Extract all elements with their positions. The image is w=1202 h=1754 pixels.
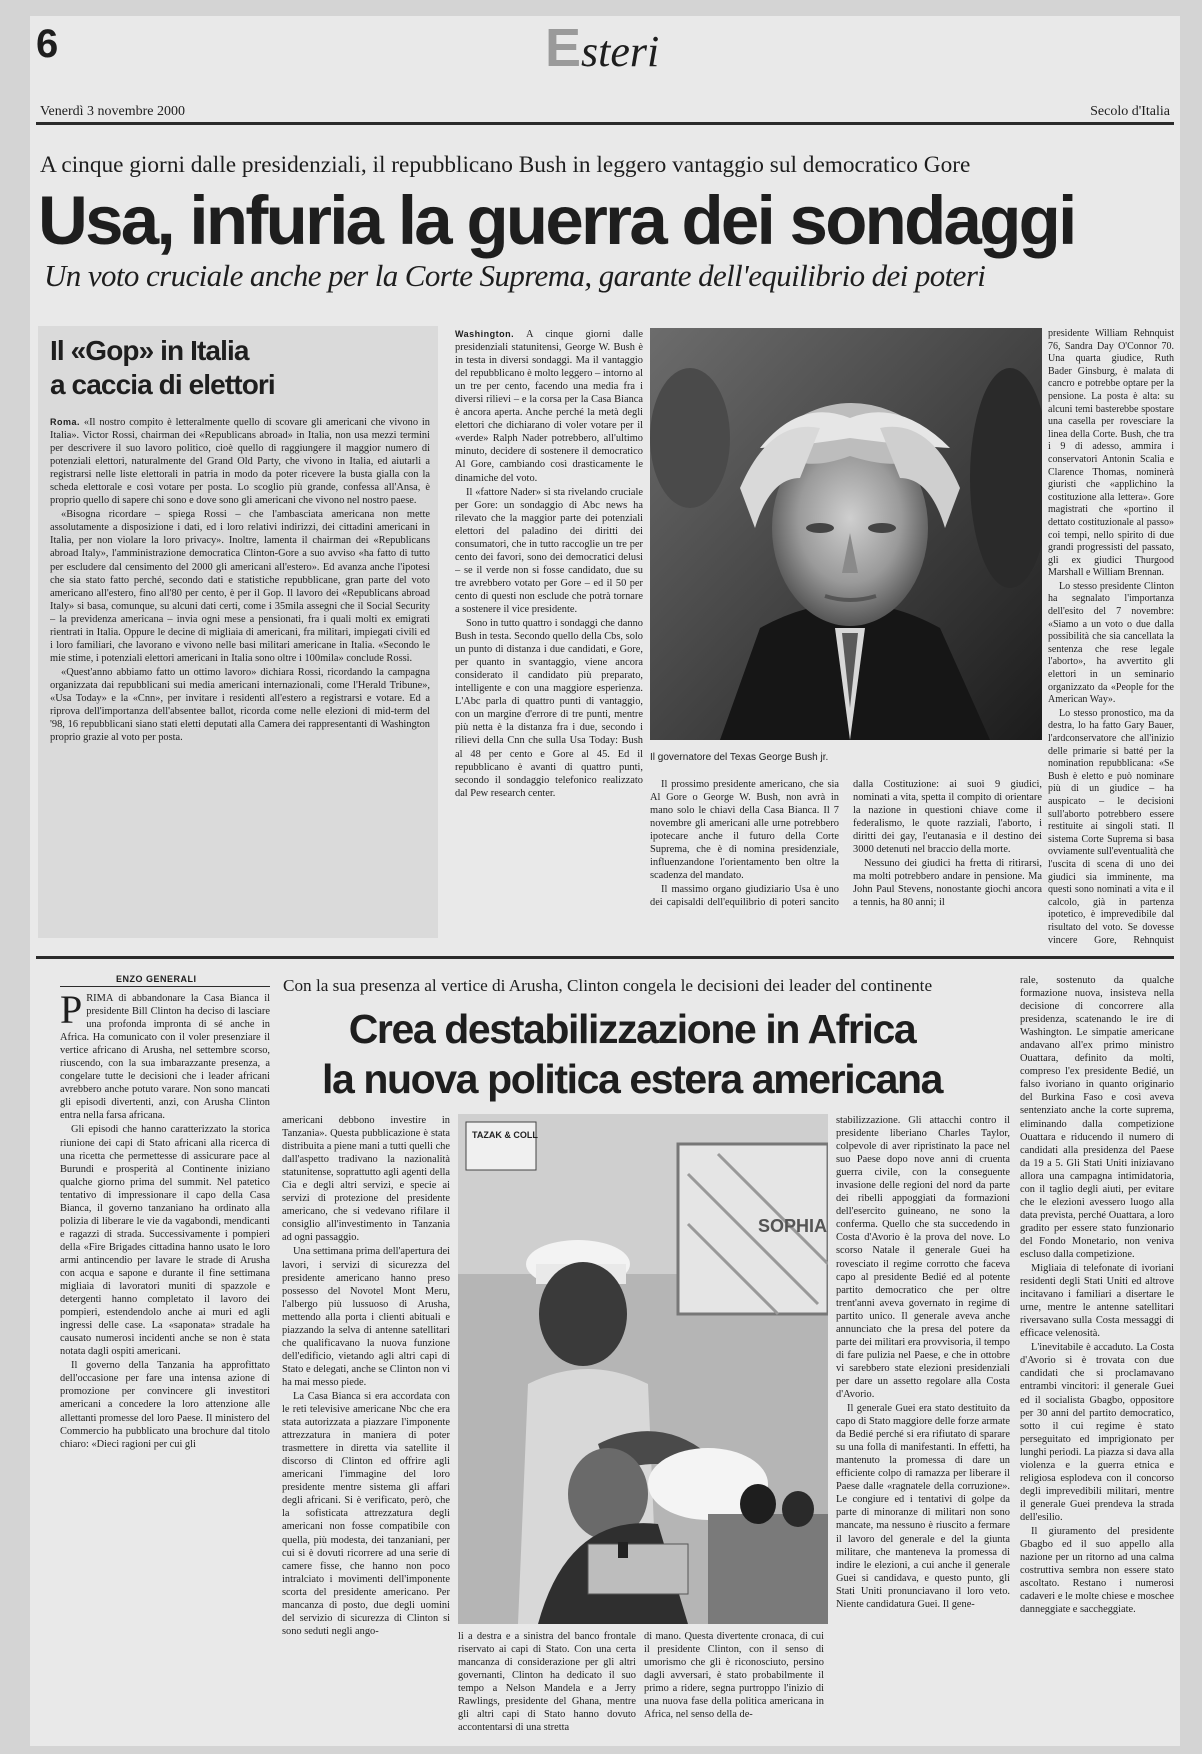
paper-name: Secolo d'Italia: [1090, 104, 1170, 119]
africa-column-1: [60, 992, 270, 1742]
africa-col4-p2: Il generale Guei era stato destituito da capo di Stato maggiore delle forze armate da Bedié perché si era rifiutato di sparare su una folla di manifestanti. In effetti, ha mantenuto la promessa di dare un efficiente colpo di ramazza per liberare il Paese dalle «ragnatele della corruzione». Le congiure ed i tentativi di golpe da parte di minoranze di militari non sono mancate, ma nessuno è riuscito a fermare il lavoro del generale e del la giunta militare, che manteneva la promessa di indire le elezioni, a cui anche il generale Guei si candidava, e questo punto, gli Stati Uniti pronunciavano il loro veto. Niente candidatura Guei. Il gene-: [836, 1403, 1010, 1610]
bush-photo-image: [650, 328, 1042, 740]
africa-col2-p3: La Casa Bianca si era accordata con le reti televisive americane Nbc che era stata autorizzata a piazzare l'imponente attrezzatura in maniera di poter trasmettere in diretta via satellite il discorso di Clinton ed offrire agli americani l'immagine del loro presidente mentre sistema gli affari degli africani. Si è verificato, però, che la sofisticata attrezzatura degli americani non fosse compatibile con quella, più modesta, dei tanzaniani, per cui si è dovuti ricorrere ad una serie di camere fisse, che hanno non poco intralciato i movimenti dell'imponente scorta del presidente americano. Per mancanza di posto, due degli uomini del servizio di sicurezza di Clinton si sono seduti negli ango-: [282, 1390, 450, 1637]
sidebar-p1: «Il nostro compito è letteralmente quello di scovare gli americani che vivono in Italia». Victor Rossi, chairman dei «Republicans abroad» in Italia, non usa mezzi termini per descrivere il suo lavoro politico, cioè quello di raggiungere il maggior numero di potenziali elettori, naturalmente del Grand Old Party, che vivono in Italia, ed aiutarli a registrarsi nelle liste elettorali in patria in modo da poter ricevere la busta gialla con la scheda elettorale e così votare per posta. Lo scoglio più grande, confessa all'Ansa, è proprio quello di sapere chi sono e dove sono gli americani che vivono nel nostro paese.: [50, 417, 430, 507]
page-number: 6: [36, 22, 59, 66]
sidebar-paragraph: [50, 416, 430, 507]
africa-col1-p1-text: RIMA di abbandonare la Casa Bianca il presidente Bill Clinton ha deciso di lasciare una profonda impronta di sé anche in Africa. Ha comunicato con il voler presenziare il vertice africano di Arusha, nel settembre scorso, riuscendo, con la sua imbarazzante presenza, a congelare tutte le decisioni che i leader africani avrebbero anche potuto varare. Non sono mancati gli episodi divertenti, anzi, con Arusha Clinton entra nella farsa africana.: [60, 993, 270, 1122]
africa-column-2: [282, 1114, 450, 1744]
shop-sign-text: TAZAK & COLL: [472, 1130, 538, 1140]
section-rest: steri: [581, 27, 660, 76]
africa-col5-p1: rale, sostenuto da qualche formazione nuova, insisteva nella decisione di concorrere alla presidenza, scatenando le ire di Washington. Le simpatie americane andavano all'ex primo ministro Ouattara, definito da molti, compreso l'ex presidente Bedié, un falso ivoriano in quanto originario del Burkina Faso e così aveva sentenziato anche la corte suprema, eliminando dalla competizione Ouattara e riducendo il numero di candidati alla presidenza del Paese da 19 a 5. Gli Stati Uniti iniziavano allora una campagna intimidatoria, con il taglio degli aiuti, per evitare che le elezioni avessero luogo alla data prevista, perché Ouattara, a loro gradito per essere stato funzionario del Fondo Monetario, non veniva escluso dalla competizione.: [1020, 975, 1174, 1260]
main-col2-p1: Il prossimo presidente americano, che sia Al Gore o George W. Bush, non avrà in mano solo le chiavi della Casa Bianca. Il 7 novembre gli americani alle urne potrebbero ipotecare anche il futuro della Corte Suprema, che è di nomina presidenziale, influenzandone l'orientamento ben oltre la scadenza del mandato.: [650, 779, 839, 882]
africa-kicker: Con la sua presenza al vertice di Arusha, Clinton congela le decisioni dei leader del continente: [283, 976, 933, 995]
main-headline: Usa, infuria la guerra dei sondaggi: [38, 182, 1075, 259]
arusha-photo-image: [458, 1114, 828, 1624]
main-col3-p2: Lo stesso presidente Clinton ha segnalato l'importanza dell'esito del 7 novembre: «Siamo a un voto o due dalla possibilità che sia cancellata la sentenza che rese legale l'aborto», ha avvertito gli elettori in un seminario organizzato da «People for the American Way».: [1048, 580, 1174, 706]
main-col1-p2: Il «fattore Nader» si sta rivelando cruciale per Gore: un sondaggio di Abc news ha rilevato che la maggior parte dei potenziali elettori del paladino dei diritti dei consumatori, che in tutto raccoglie un tre per cento dei favori, sono dei democratici delusi – se il verde non si fosse candidato, due su tre avrebbero votato per Gore – ed il 50 per cento di questi non esclude che potrà tornare a sostenere il vice presidente.: [455, 486, 643, 615]
africa-headline-line1: Crea destabilizzazione in Africa: [348, 1006, 916, 1052]
sidebar-headline: [50, 334, 430, 402]
main-kicker: A cinque giorni dalle presidenziali, il repubblicano Bush in leggero vantaggio sul democratico Gore: [40, 152, 971, 178]
main-col1-p1: A cinque giorni dalle presidenziali statunitensi, George W. Bush è in testa in diversi sondaggi. Ma il vantaggio del repubblicano è molto leggero – intorno al un tre per cento, facendo una media fra i diversi rilievi – e la corsa per la Casa Bianca è ancora aperta. Anche perché la metà degli elettori che dichiarano di voler votare per il «verde» Ralph Nader potrebbero, all'ultimo minuto, decidere di sostenere il democratico Al Gore, cambiando così drasticamente le dinamiche del voto.: [455, 329, 643, 484]
sidebar-text: [50, 416, 430, 936]
africa-col1-p1: [60, 992, 270, 1122]
main-column-2: [650, 778, 1042, 948]
africa-col1-p2: Gli episodi che hanno caratterizzato la storica riunione dei capi di Stato africani alla ricerca di una ricetta che permettesse di assicurare pace al Burundi e prosperità al Continente iniziano qualche giorno prima del summit. Nel patetico tentativo di impressionare il capo della Casa Bianca, il governo tanzaniano ha ordinato alla polizia di liberare le vie da vagabondi, mendicanti e ragazzi di strada. Successivamente i pompieri della «Fire Brigades cittadina hanno usato le loro armi antincendio per lavare le strade di Arusha con acqua e sapone e durante il fine settimana migliaia di lavoratori muniti di spazzole e detergenti hanno completato il lavoro dei pompieri, estendendolo anche ai muri ed agli ingressi delle case. La «saponata» stradale ha causato numerosi incidenti anche se non è stata notata dagli ospiti americani.: [60, 1124, 270, 1358]
section-title: [545, 18, 660, 78]
main-dateline: Washington.: [455, 329, 515, 339]
sidebar-headline-line2: a caccia di elettori: [50, 369, 275, 400]
arusha-photo: [458, 1114, 828, 1624]
main-subhead: Un voto cruciale anche per la Corte Suprema, garante dell'equilibrio dei poteri: [44, 258, 986, 293]
main-col3-p1: presidente William Rehnquist 76, Sandra Day O'Connor 70. Una quarta giudice, Ruth Bader Ginsburg, è malata di cancro e potrebbe optare per la pensione. La posta è alta: su alcuni temi basterebbe spostare una casella per rovesciare la linea della Corte. Bush, che tra i 9 di adesso, ammira i conservatori Antonin Scalia e Clarence Thomas, nominerà giuristi che «applichino la costituzione alla lettera». Gore magistrati che «portino il dettato costituzionale al passo» coi tempi, nello spirito di due grandi progressisti del passato, gli ex giudici Thurgood Marshall e William Brennan.: [1048, 328, 1174, 579]
africa-col4-p1: stabilizzazione. Gli attacchi contro il presidente liberiano Charles Taylor, colpevole di aver ripristinato la pace nel suo Paese dopo nove anni di cruenta guerra civile, con la conseguente invasione delle regioni del nord da parte dei ribelli appoggiati da formazioni dell'esercito guineano, ne sono la conferma. Quello che sta succedendo in Costa d'Avorio è la prova del nove. Lo scorso Natale il generale Guei ha rovesciato il regime corrotto che faceva capo al presidente Bedié ed al potente partito democratico che per oltre trent'anni aveva governato in regime di partito unico. Il generale aveva anche annunciato che la presa del potere da parte dei militari era provvisoria, il tempo di fare pulizia nel Paese, e che in ottobre vi sarebbero state elezioni presidenziali per dare un assetto regolare alla Costa d'Avorio.: [836, 1115, 1010, 1400]
sidebar-p3: «Quest'anno abbiamo fatto un ottimo lavoro» dichiara Rossi, ricordando la campagna organizzata dai repubblicani sui media americani internazionali, come l'Herald Tribune», «Usa Today» e la «Cnn», per invitare i residenti all'estero a registrarsi e votare. Ed a riprova dell'importanza dell'absentee ballot, ricorda come nelle elezioni di mid-term del '98, 16 repubblicani siano stati eletti deputati alla Camera dei rappresentanti di Washington proprio grazie al voto per posta.: [50, 666, 430, 744]
main-col2-p2: Il massimo organo giudiziario Usa è uno dei capisaldi dell'equilibrio di poteri sancito dalla Costituzione: ai suoi 9 giudici, nominati a vita, spetta il compito di orientare la nazione in questioni chiave come il federalismo, le quote razziali, l'aborto, i diritti dei gay, l'eutanasia e il destino dei 3000 detenuti nel braccio della morte.: [650, 779, 1042, 909]
africa-column-5: [1020, 974, 1174, 1744]
main-col1-p3: Sono in tutto quattro i sondaggi che danno Bush in testa. Secondo quello della Cbs, solo un punto di distanza i due candidati, e Gore, per quanto in svantaggio, viene ancora considerato il candidato più preparato, intelligente e con una maggiore esperienza. L'Abc parla di quattro punti di vantaggio, con un margine d'errore di tre punti, mentre più netta è la distanza fra i due, secondo i rilievi della Cnn che sulla Usa Today: Bush al 48 per cento e Gore al 45. Ed il repubblicano è avanti di quattro punti, secondo il sondaggio telefonico realizzato dal Pew research center.: [455, 618, 643, 799]
masthead-rule: [36, 122, 1174, 125]
section-initial: E: [545, 18, 582, 78]
bush-photo: [650, 328, 1042, 740]
africa-headline: [292, 1004, 972, 1104]
sidebar-dateline: Roma.: [50, 417, 81, 427]
section-divider: [36, 956, 1174, 959]
sidebar-p2: «Bisogna ricordare – spiega Rossi – che l'ambasciata americana non mette assolutamente a disposizione i dati, ed i loro relativi indirizzi, dei cittadini americani in Italia, per non violare la loro privacy». Inoltre, lamenta il chairman dei «Republicans abroad Italy», l'amministrazione democratica Clinton-Gore a suo avviso «ha fatto di tutto per escludere dal censimento del 2000 gli americani all'estero». Ed avanza anche l'ipotesi che sia stato fatto perché, secondo dati e statistiche repubblicane, gran parte del voto americano all'estero, fino all'80 per cento, è per il Gop. Il lavoro dei «Republicans abroad Italy» si basa, comunque, su alcuni dati certi, come i 35mila assegni che il Social Security – la previdenza americana – invia ogni mese a pensionati, fra i quali molti ex emigrati rientrati in Italia. Oppure le decine di migliaia di americani, fra militari, impiegati civili ed i loro familiari, che lavorano e vivono nelle basi militari americane in Italia. «Secondo le mie stime, i potenziali elettori americani in Italia sono oltre i 100mila» conclude Rossi.: [50, 509, 430, 664]
main-column-3: [1048, 328, 1174, 948]
africa-column-3: [458, 1630, 636, 1744]
africa-headline-line2: la nuova politica estera americana: [321, 1056, 943, 1102]
main-paragraph: [455, 328, 643, 485]
issue-date: Venerdì 3 novembre 2000: [40, 104, 186, 119]
byline-rule: [60, 986, 270, 987]
newspaper-page: [30, 16, 1180, 1746]
main-col2-p3: Nessuno dei giudici ha fretta di ritirarsi, ma molti potrebbero andare in pensione. Ma John Paul Stevens, nonostante giochi ancora a tennis, ha 80 anni; il: [853, 858, 1042, 909]
africa-col5-p3: L'inevitabile è accaduto. La Costa d'Avorio si è trovata con due candidati che si proclamavano entrambi vincitori: il generale Guei ed il socialista Gbagbo, oppositore per 30 anni del partito democratico, sotto il cui regime è stato perseguitato ed imprigionato per lunghi periodi. La piazza si dava alla violenza e la guerra etnica e religiosa esplodeva con il concorso degli imprevedibili militari, mentre il generale Guei prendeva la strada dell'esilio.: [1020, 1342, 1174, 1523]
africa-col4-bottom-p1: di mano. Questa divertente cronaca, di cui il presidente Clinton, con il senso di umorismo che gli è riconosciuto, persino dagli avversari, è stato probabilmente il primo a ridere, segna purtroppo l'inizio di una nuova fase della politica americana in Africa, nel senso della de-: [644, 1631, 824, 1721]
africa-col3-p1: li a destra e a sinistra del banco frontale riservato ai capi di Stato. Con una certa mancanza di considerazione per gli altri governanti, Clinton ha dedicato il suo tempo a Nelson Mandela e a Jerry Rawlings, presidente del Ghana, mentre gli altri capi di Stato hanno dovuto accontentarsi di una stretta: [458, 1631, 636, 1734]
africa-column-4: [836, 1114, 1010, 1744]
sidebar-headline-line1: Il «Gop» in Italia: [50, 335, 249, 366]
bush-photo-caption: Il governatore del Texas George Bush jr.: [650, 752, 829, 763]
drop-cap: P: [60, 992, 83, 1032]
main-col3-p3: Lo stesso pronostico, ma da destra, lo ha fatto Gary Bauer, l'ardconservatore che all'inizio delle primarie si batté per la nomination repubblicana: «Se Bush è eletto e può nominare più di un giudice – ha auspicato – le decisioni sull'aborto potrebbero essere restituite ai singoli stati. Il sistema Corte Suprema si basa ovviamente sull'eventualità che l'uscita di scena di uno dei giudici sia imminente, ma questi sono nominati a vita e il calcolo, già in partenza ipotetico, è imprevedibile dal risultato del voto. Se dovesse vincere Gore, Rehnquist: [1048, 707, 1174, 946]
africa-col1-p3: Il governo della Tanzania ha approfittato dell'occasione per fare una intensa azione di promozione per convincere gli investitori americani a concedere la loro attenzione alle allettanti promesse del loro Paese. Il ministero del Commercio ha pubblicato una brochure dal titolo chiaro: «Dieci ragioni per cui gli: [60, 1360, 270, 1450]
africa-col2-p2: Una settimana prima dell'apertura dei lavori, i servizi di sicurezza del presidente americano hanno preso possesso del Novotel Mont Meru, l'albergo più lussuoso di Arusha, mettendo alla porta i clienti abituali e piazzando la selva di antenne satellitari che qualificavano la nuova funzione dell'edificio, vietando agli altri capi di Stato e delegati, anche se Clinton non vi ha mai messo piede.: [282, 1246, 450, 1388]
africa-column-4-bottom: [644, 1630, 824, 1744]
wall-text: SOPHIA: [758, 1216, 828, 1236]
africa-col5-p4: Il giuramento del presidente Gbagbo ed il suo appello alla nazione per un ritorno ad una calma costruttiva sembra non essere stato ascoltato. Restano i numerosi cadaveri e le molte chiese e moschee danneggiate e saccheggiate.: [1020, 1525, 1174, 1616]
africa-col5-p2: Migliaia di telefonate di ivoriani residenti degli Stati Uniti ed altrove incitavano i familiari a disertare le urne, mentre le antenne satellitari riversavano sulla Costa messaggi di efficace velenosità.: [1020, 1263, 1174, 1340]
africa-col2-p1: americani debbono investire in Tanzania». Questa pubblicazione è stata distribuita a piene mani a tutti quelli che dall'aspetto tradivano la nazionalità statunitense, soprattutto agli agenti della Cia e degli altri servizi, e specie ai servizi di protezione del presidente americano, che si vedevano rifilare il consiglio all'investimento in Tanzania ad ogni passaggio.: [282, 1115, 450, 1244]
africa-byline: ENZO GENERALI: [116, 974, 197, 984]
main-column-1: [455, 328, 643, 948]
